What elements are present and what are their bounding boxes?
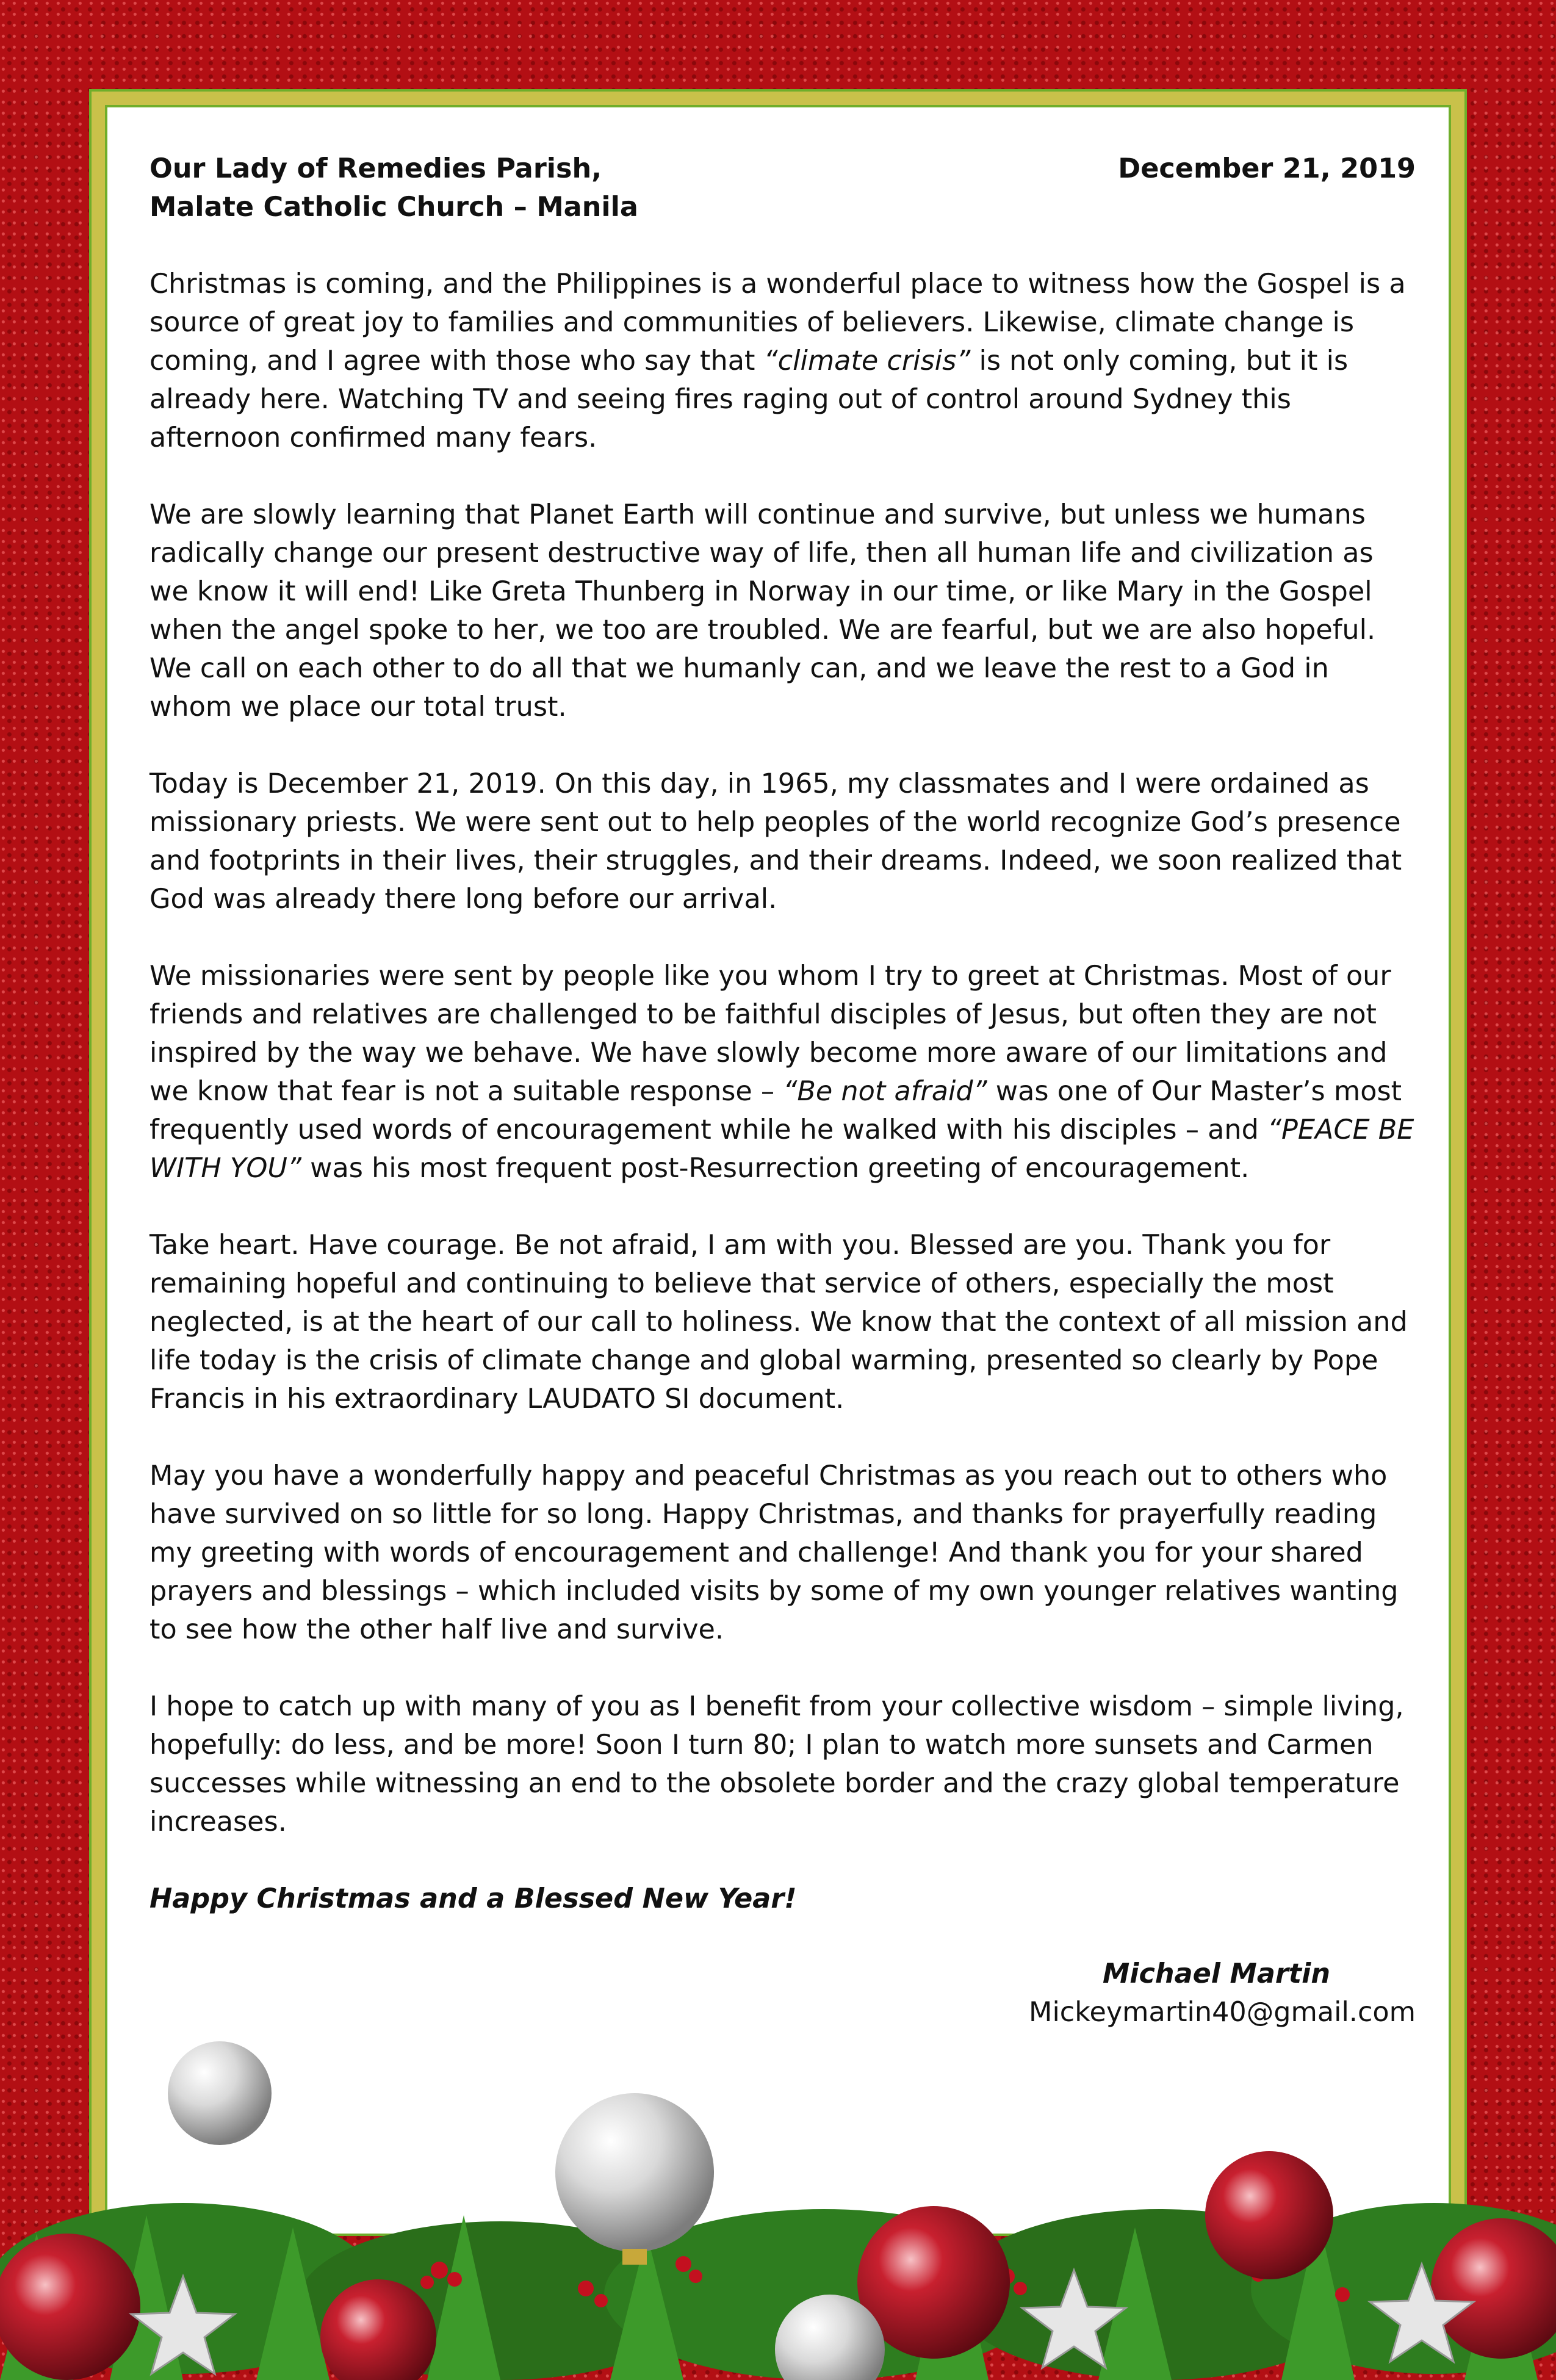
signature-email: Mickeymartin40@gmail.com (1029, 1997, 1416, 2028)
christmas-decoration-border (0, 2032, 1556, 2380)
closing-greeting: Happy Christmas and a Blessed New Year! (149, 1883, 797, 1914)
letter-header (149, 150, 1416, 226)
letter-body (149, 150, 1416, 2032)
letter-date: December 21, 2019 (1118, 153, 1416, 184)
paragraph-4-emphasis-2: “PEACE BE WITH YOU” (149, 1114, 1414, 1184)
paragraph-1-text-a: Christmas is coming, and the Philippines is a wonderful place to witness how the Gospel is a source of great joy to families and communities of believers. Likewise, climate change is coming, and I agree with those who say that (149, 269, 1406, 377)
paragraph-2: We are slowly learning that Planet Earth will continue and survive, but unless we humans radically change our present destructive way of life, then all human life and civilization as we know it will end! Like Greta Thunberg in Norway in our time, or like Mary in the Gospel when the angel spoke to her, we too are troubled. We are fearful, but we are also hopeful. We call on each other to do all that we humanly can, and we leave the rest to a God in whom we place our total trust. (149, 499, 1376, 723)
paragraph-1-text-b: is not only coming, but it is already here. Watching TV and seeing fires raging out of control around Sydney this afternoon confirmed many fears. (149, 345, 1349, 453)
paragraph-1-emphasis: “climate crisis” (763, 345, 971, 377)
paragraph-3: Today is December 21, 2019. On this day, in 1965, my classmates and I were ordained as missionary priests. We were sent out to help peoples of the world recognize God’s presence and footprints in their lives, their struggles, and their dreams. Indeed, we soon realized that God was already there long before our arrival. (149, 768, 1402, 915)
paragraph-1 (149, 265, 1416, 457)
paragraph-5: Take heart. Have courage. Be not afraid, I am with you. Blessed are you. Thank you for remaining hopeful and continuing to believe that service of others, especially the most neglected, is at the heart of our call to holiness. We know that the context of all mission and life today is the crisis of climate change and global warming, presented so clearly by Pope Francis in his extraordinary LAUDATO SI document. (149, 1230, 1408, 1415)
paragraph-7: I hope to catch up with many of you as I benefit from your collective wisdom – simple living, hopefully: do less, and be more! Soon I turn 80; I plan to watch more sunsets and Carmen successes while witnessing an end to the obsolete border and the crazy global temperature increases. (149, 1691, 1404, 1837)
paragraph-4-text-c: was his most frequent post-Resurrection greeting of encouragement. (301, 1153, 1250, 1184)
paragraph-4-text-a: We missionaries were sent by people like you whom I try to greet at Christmas. Most of our friends and relatives are challenged to be faithful disciples of Jesus, but often they are not inspired by the way we behave. We have slowly become more aware of our limitations and we know that fear is not a suitable response – (149, 961, 1391, 1107)
signature-block (149, 1955, 1416, 2032)
paragraph-4 (149, 957, 1416, 1188)
paragraph-6: May you have a wonderfully happy and peaceful Christmas as you reach out to others who have survived on so little for so long. Happy Christmas, and thanks for prayerfully reading my greeting with words of encouragement and challenge! And thank you for your shared prayers and blessings – which included visits by some of my own younger relatives wanting to see how the other half live and survive. (149, 1460, 1399, 1645)
signature-name: Michael Martin (1102, 1958, 1330, 1989)
sender-address (149, 150, 638, 226)
parish-name: Our Lady of Remedies Parish, (149, 153, 602, 184)
church-location: Malate Catholic Church – Manila (149, 192, 638, 223)
paragraph-4-emphasis-1: “Be not afraid” (783, 1076, 987, 1107)
paragraph-4-text-b: was one of Our Master’s most frequently used words of encouragement while he walked with his disciples – and (149, 1076, 1402, 1145)
